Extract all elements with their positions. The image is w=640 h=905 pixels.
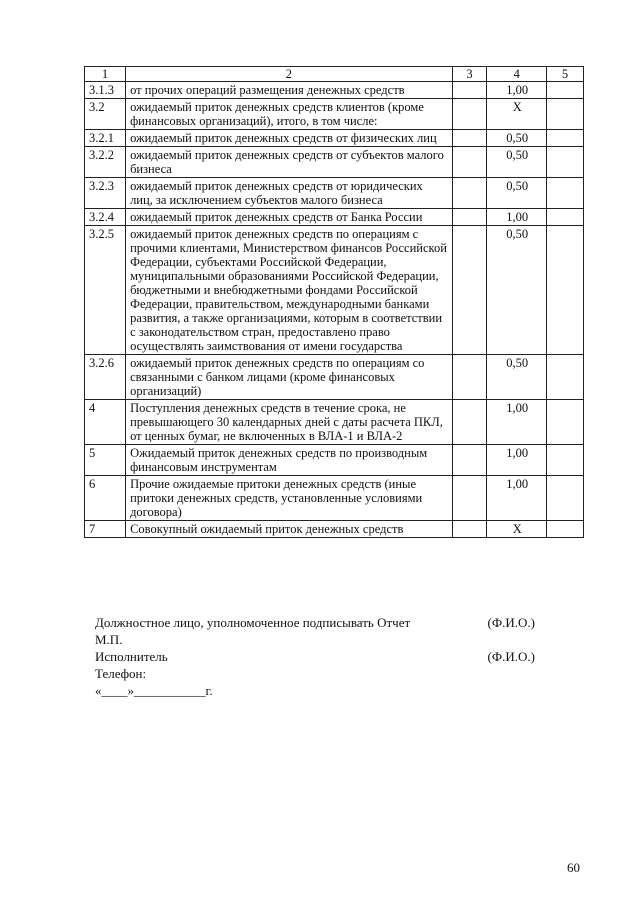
executor-label: Исполнитель [95,649,168,664]
row-description: ожидаемый приток денежных средств от Банка России [126,209,453,226]
row-col5 [547,209,584,226]
row-description: ожидаемый приток денежных средств клиентов (кроме финансовых организаций), итого, в том числе: [126,99,453,130]
table-row [85,476,584,521]
header-cell-1: 1 [85,67,126,82]
row-number: 3.1.3 [85,82,126,99]
row-col3 [452,445,487,476]
row-col3 [452,355,487,400]
table-row [85,226,584,355]
row-number: 3.2 [85,99,126,130]
row-coefficient: 0,50 [487,147,547,178]
header-cell-3: 3 [452,67,487,82]
table-header-row [85,67,584,82]
row-coefficient: 1,00 [487,445,547,476]
row-col5 [547,521,584,538]
row-coefficient: 0,50 [487,226,547,355]
row-description: Поступления денежных средств в течение срока, не превышающего 30 календарных дней с даты расчета ПКЛ, от ценных бумаг, не включенных в ВЛА-1 и ВЛА-2 [126,400,453,445]
table-row [85,99,584,130]
table-row [85,209,584,226]
row-col3 [452,521,487,538]
row-coefficient: 1,00 [487,476,547,521]
liquidity-inflow-table [84,66,584,538]
page-number: 60 [567,860,580,875]
row-number: 6 [85,476,126,521]
row-description: ожидаемый приток денежных средств от юридических лиц, за исключением субъектов малого бизнеса [126,178,453,209]
row-coefficient: 0,50 [487,178,547,209]
row-col5 [547,130,584,147]
table-body [85,67,584,538]
row-col3 [452,476,487,521]
row-col3 [452,209,487,226]
row-coefficient: 0,50 [487,355,547,400]
row-coefficient: 1,00 [487,82,547,99]
signature-block [95,614,535,699]
row-coefficient: Х [487,521,547,538]
row-col5 [547,82,584,99]
table-row [85,147,584,178]
row-number: 3.2.6 [85,355,126,400]
row-col3 [452,400,487,445]
executor-row [95,648,535,665]
row-col5 [547,476,584,521]
row-coefficient: Х [487,99,547,130]
executor-fio: (Ф.И.О.) [487,649,535,664]
row-coefficient: 1,00 [487,209,547,226]
table-row [85,82,584,99]
row-description: ожидаемый приток денежных средств от субъектов малого бизнеса [126,147,453,178]
row-col3 [452,226,487,355]
row-col3 [452,178,487,209]
row-description: Совокупный ожидаемый приток денежных средств [126,521,453,538]
table-row [85,178,584,209]
row-col3 [452,82,487,99]
row-number: 7 [85,521,126,538]
row-coefficient: 1,00 [487,400,547,445]
row-col5 [547,355,584,400]
table-row [85,130,584,147]
date-line: «____»___________г. [95,683,213,698]
official-row [95,614,535,631]
header-cell-4: 4 [487,67,547,82]
row-number: 3.2.4 [85,209,126,226]
row-number: 5 [85,445,126,476]
row-description: Ожидаемый приток денежных средств по производным финансовым инструментам [126,445,453,476]
row-number: 3.2.5 [85,226,126,355]
row-description: ожидаемый приток денежных средств по операциям с прочими клиентами, Министерством финансов Российской Федерации, субъектами Российской Федерации, муниципальными образованиями Российской Федерации, бюджетными и внебюджетными фондами Российской Федерации, правительством, международными банками развития, а также организациями, которым в соответствии с законодательством стран, предоставлено право осуществлять заимствования от имени государства [126,226,453,355]
row-coefficient: 0,50 [487,130,547,147]
row-col5 [547,400,584,445]
row-number: 3.2.2 [85,147,126,178]
row-col5 [547,178,584,209]
row-col3 [452,99,487,130]
row-number: 4 [85,400,126,445]
phone-label: Телефон: [95,666,147,681]
row-col5 [547,99,584,130]
table-row [85,400,584,445]
row-description: ожидаемый приток денежных средств от физических лиц [126,130,453,147]
row-col3 [452,130,487,147]
official-label: Должностное лицо, уполномоченное подписывать Отчет [95,615,411,630]
table-row [85,355,584,400]
row-description: Прочие ожидаемые притоки денежных средств (иные притоки денежных средств, установленные условиями договора) [126,476,453,521]
official-fio: (Ф.И.О.) [487,615,535,630]
header-cell-5: 5 [547,67,584,82]
row-description: ожидаемый приток денежных средств по операциям со связанными с банком лицами (кроме финансовых организаций) [126,355,453,400]
row-col3 [452,147,487,178]
row-col5 [547,226,584,355]
row-col5 [547,147,584,178]
table-row [85,445,584,476]
row-col5 [547,445,584,476]
row-number: 3.2.1 [85,130,126,147]
stamp-label: М.П. [95,632,123,647]
row-description: от прочих операций размещения денежных средств [126,82,453,99]
header-cell-2: 2 [126,67,453,82]
table-row [85,521,584,538]
row-number: 3.2.3 [85,178,126,209]
